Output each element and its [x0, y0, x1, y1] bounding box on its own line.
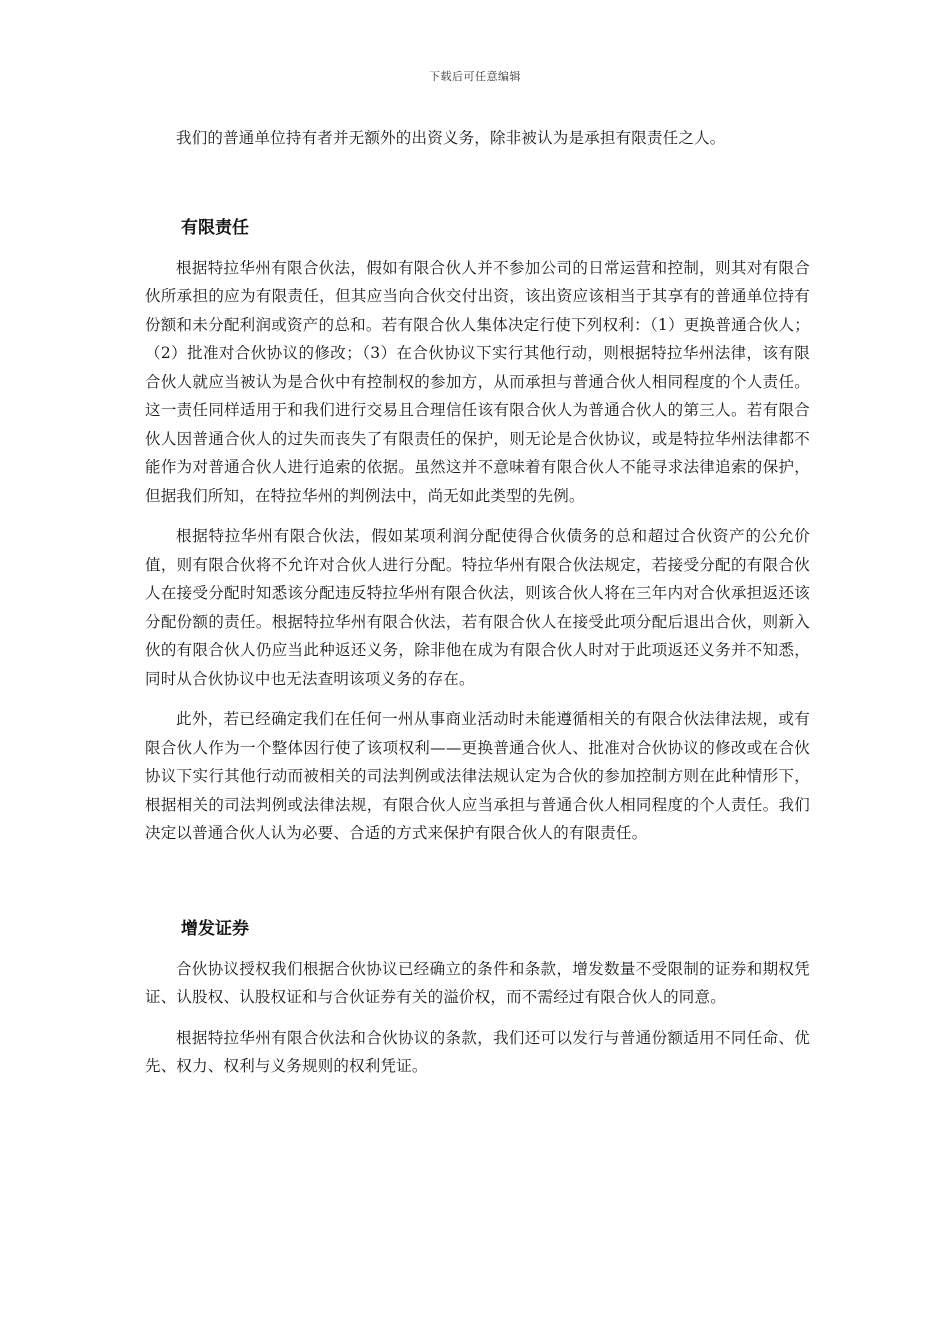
- paragraph: 根据特拉华州有限合伙法，假如有限合伙人并不参加公司的日常运营和控制，则其对有限合伙所承担的应为有限责任，但其应当向合伙交付出资，该出资应该相当于其享有的普通单位持有份额和未分配利润或资产的总和。若有限合伙人集体决定行使下列权利：（1）更换普通合伙人；（2）批准对合伙协议的修改；（3）在合伙协议下实行其他行动，则根据特拉华州法律，该有限合伙人就应当被认为是合伙中有控制权的参加方，从而承担与普通合伙人相同程度的个人责任。这一责任同样适用于和我们进行交易且合理信任该有限合伙人为普通合伙人的第三人。若有限合伙人因普通合伙人的过失而丧失了有限责任的保护，则无论是合伙协议，或是特拉华州法律都不能作为对普通合伙人进行追索的依据。虽然这并不意味着有限合伙人不能寻求法律追索的保护，但据我们所知，在特拉华州的判例法中，尚无如此类型的先例。: [145, 258, 810, 505]
- paragraph: 此外，若已经确定我们在任何一州从事商业活动时未能遵循相关的有限合伙法律法规，或有限合伙人作为一个整体因行使了该项权利——更换普通合伙人、批准对合伙协议的修改或在合伙协议下实行其他行动而被相关的司法判例或法律法规认定为合伙的参加控制方则在此种情形下，根据相关的司法判例或法律法规，有限合伙人应当承担与普通合伙人相同程度的个人责任。我们决定以普通合伙人认为必要、合适的方式来保护有限合伙人的有限责任。: [145, 710, 810, 842]
- section-heading: 增发证券: [181, 918, 249, 939]
- paragraph: 合伙协议授权我们根据合伙协议已经确立的条件和条款，增发数量不受限制的证券和期权凭证、认股权、认股权证和与合伙证券有关的溢价权，而不需经过有限合伙人的同意。: [145, 959, 810, 1006]
- section-additional-securities: [145, 914, 810, 1081]
- section-spacer: [145, 860, 810, 914]
- intro-paragraph: 我们的普通单位持有者并无额外的出资义务，除非被认为是承担有限责任之人。: [176, 129, 726, 147]
- document-body: [145, 124, 810, 1093]
- section-heading: 有限责任: [181, 217, 249, 238]
- paragraph: 根据特拉华州有限合伙法和合伙协议的条款，我们还可以发行与普通份额适用不同任命、优先、权力、权利与义务规则的权利凭证。: [145, 1028, 810, 1075]
- paragraph: 根据特拉华州有限合伙法，假如某项利润分配使得合伙债务的总和超过合伙资产的公允价值，则有限合伙将不允许对合伙人进行分配。特拉华州有限合伙法规定，若接受分配的有限合伙人在接受分配时知悉该分配违反特拉华州有限合伙法，则该合伙人将在三年内对合伙承担返还该分配份额的责任。根据特拉华州有限合伙法，若有限合伙人在接受此项分配后退出合伙，则新入伙的有限合伙人仍应当此种返还义务，除非他在成为有限合伙人时对于此项返还义务并不知悉，同时从合伙协议中也无法查明该项义务的存在。: [145, 527, 810, 688]
- header-note: 下载后可任意编辑: [429, 70, 521, 83]
- section-spacer: [145, 165, 810, 213]
- section-limited-liability: [145, 213, 810, 848]
